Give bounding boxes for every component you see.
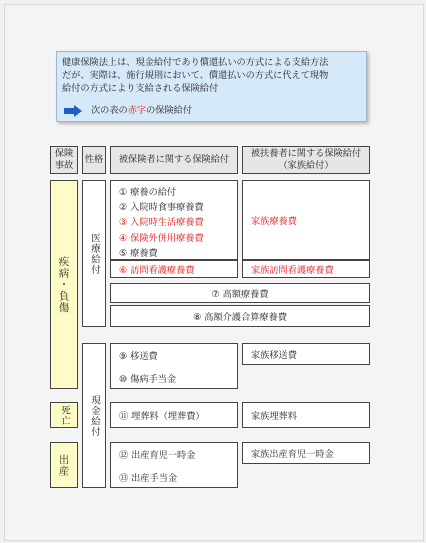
family-birth-lump-sum: 家族出産育児一時金: [242, 442, 370, 464]
transport-and-allowance: [110, 343, 238, 389]
nature-medical: 医療給付: [82, 180, 106, 327]
accident-illness: 疾病・負傷: [50, 180, 78, 389]
high-cost-combined: ⑧ 高額介護合算療養費: [110, 305, 370, 327]
benefit-item: ③ 入院時生活療養費: [119, 217, 204, 229]
accident-death: 死亡: [50, 402, 78, 428]
insured-medical-list: [110, 180, 238, 260]
note-line-3: 給付の方式により支給される保険給付: [62, 83, 219, 94]
header-family-benefits: 被扶養者に関する保険給付 （家族給付）: [242, 146, 370, 174]
maternity-allowance: ⑬ 出産手当金: [119, 473, 178, 484]
legend-row: [65, 104, 192, 117]
legend-text: 次の表の赤字の保険給付: [91, 105, 193, 116]
family-burial-fee: 家族埋葬料: [242, 402, 370, 428]
benefit-item: ④ 保険外併用療養費: [119, 232, 204, 244]
birth-benefits: [110, 442, 238, 488]
family-medical: 家族療養費: [242, 180, 370, 260]
header-nature: 性格: [82, 146, 106, 174]
benefit-item: ① 療養の給付: [119, 187, 177, 198]
family-visiting-nursing: 家族訪問看護療養費: [242, 260, 370, 278]
high-cost-medical: ⑦ 高額療養費: [110, 283, 370, 303]
benefit-item: ② 入院時食事療養費: [119, 202, 204, 214]
sickness-allowance: ⑩ 傷病手当金: [119, 374, 177, 385]
nature-cash: 現金給付: [82, 343, 106, 488]
header-insured-event: 保険 事故: [50, 146, 78, 174]
birth-lump-sum: ⑫ 出産育児一時金: [119, 450, 196, 461]
benefit-item: ⑤ 療養費: [119, 247, 158, 259]
burial-fee: ⑪ 埋葬料（埋葬費）: [110, 402, 238, 428]
transport-cost: ⑨ 移送費: [119, 351, 158, 362]
explanation-note: [56, 51, 367, 122]
note-line-1: 健康保険法上は、現金給付であり償還払いの方式による支給方法: [62, 57, 329, 68]
visiting-nursing: ⑥ 訪問看護療養費: [110, 260, 238, 278]
header-insured-benefits: 被保険者に関する保険給付: [110, 146, 238, 174]
note-line-2: だが、実際は、施行規則において、償還払いの方式に代えて現物: [62, 70, 329, 81]
accident-birth: 出産: [50, 442, 78, 488]
family-transport: 家族移送費: [242, 343, 370, 365]
